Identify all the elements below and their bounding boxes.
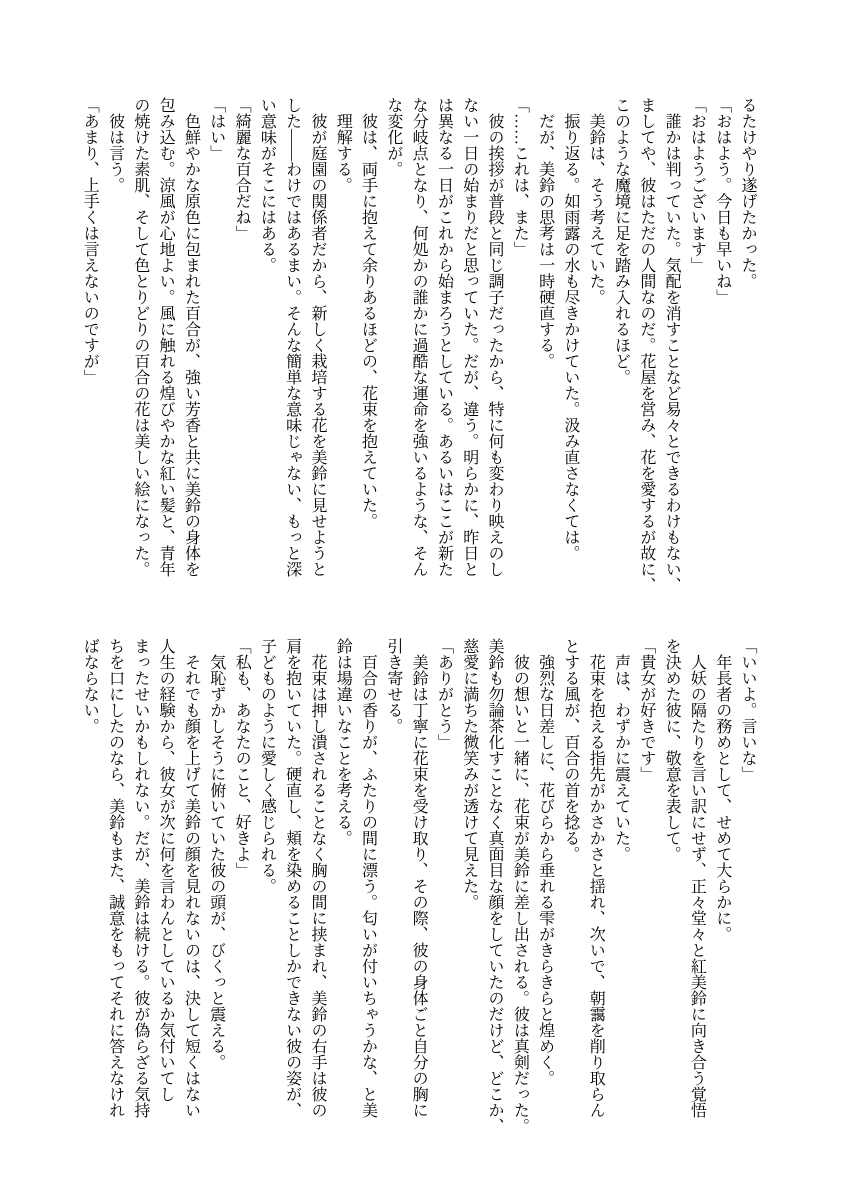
- text-line: ましてや、彼はただの人間なのだ。花屋を営み、花を愛するが故に、: [637, 97, 655, 593]
- text-line: 人生の経験から、彼女が次に何を言わんとしているか気付いてし: [157, 638, 175, 1102]
- text-line: 年長者の務めとして、せめて大らかに。: [713, 638, 731, 942]
- text-line: 子どものように愛しく感じられる。: [258, 638, 276, 894]
- text-line: 百合の香りが、ふたりの間に漂う。匂いが付いちゃうかな、と美: [359, 638, 377, 1118]
- text-line: 彼の挨拶が普段と同じ調子だったから、特に何も変わり映えのし: [486, 97, 504, 577]
- text-line: 彼は、両手に抱えて余りあるほどの、花束を抱えていた。: [359, 97, 377, 529]
- text-line: を決めた彼に、敬意を表して。: [663, 638, 681, 862]
- text-line: 「おはようございます」: [688, 97, 706, 273]
- text-line: それでも顔を上げて美鈴の顔を見れないのは、決して短くはない: [182, 638, 200, 1118]
- text-block-top: [77, 97, 760, 599]
- text-line: だが、美鈴の思考は一時硬直する。: [536, 97, 554, 369]
- text-line: 誰かは判っていた。気配を消すことなど易々とできるわけもない、: [663, 97, 681, 593]
- text-line: 引き寄せる。: [384, 638, 402, 734]
- text-line: 「綺麗な百合だね」: [233, 97, 251, 241]
- text-line: した――わけではあるまい。そんな簡単な意味じゃない、もっと深: [283, 97, 301, 577]
- text-line: 強烈な日差しに、花びらから垂れる雫がきらきらと煌めく。: [536, 638, 554, 1086]
- text-line: 彼は言う。: [106, 97, 124, 193]
- text-line: ない一日の始まりだと思っていた。だが、違う。明らかに、昨日と: [460, 97, 478, 577]
- text-line: い意味がそこにはある。: [258, 97, 276, 273]
- text-line: 「ありがとう」: [435, 638, 453, 750]
- text-line: 気恥ずかしそうに俯いていた彼の頭が、びくっと震える。: [207, 638, 225, 1070]
- text-line: 彼の想いと一緒に、花束が美鈴に差し出される。彼は真剣だった。: [511, 638, 529, 1134]
- text-line: 人妖の隔たりを言い訳にせず、正々堂々と紅美鈴に向き合う覚悟: [688, 638, 706, 1118]
- text-line: るたけやり遂げたかった。: [739, 97, 756, 289]
- text-line: 「あまり、上手くは言えないのですが」: [81, 97, 99, 385]
- text-line: 鈴は場違いなことを考える。: [334, 638, 352, 846]
- text-line: 色鮮やかな原色に包まれた百合が、強い芳香と共に美鈴の身体を: [182, 97, 200, 577]
- text-line: 花束は押し潰されることなく胸の間に挟まれ、美鈴の右手は彼の: [308, 638, 326, 1118]
- text-line: 「私も、あなたのこと、好きよ」: [233, 638, 251, 878]
- text-line: な変化が。: [384, 97, 402, 177]
- text-line: 「……これは、また」: [511, 97, 529, 257]
- text-line: ばならない。: [81, 638, 99, 734]
- text-line: 美鈴も勿論茶化すことなく真面目な顔をしていたのだけど、どこか、: [486, 638, 504, 1134]
- text-line: 彼が庭園の関係者だから、新しく栽培する花を美鈴に見せようと: [308, 97, 326, 577]
- text-line: 包み込む。涼風が心地よい。風に触れる煌びやかな紅い髪と、青年: [157, 97, 175, 577]
- text-line: まったせいかもしれない。だが、美鈴は続ける。彼が偽らざる気持: [131, 638, 149, 1118]
- text-line: 理解する。: [334, 97, 352, 193]
- text-line: は異なる一日がこれから始まろうとしている。あるいはここが新た: [435, 97, 453, 577]
- text-block-bottom: [77, 638, 760, 1140]
- text-line: 声は、わずかに震えていた。: [612, 638, 630, 862]
- text-line: な分岐点となり、何処かの誰かに過酷な運命を強いるような、そん: [410, 97, 428, 577]
- text-line: ちを口にしたのなら、美鈴もまた、誠意をもってそれに答えなけれ: [106, 638, 124, 1118]
- text-line: 花束を抱える指先がかさかさと揺れ、次いで、朝靄を削り取らん: [587, 638, 605, 1118]
- text-line: 美鈴は、そう考えていた。: [587, 97, 605, 305]
- text-line: 肩を抱いていた。硬直し、頬を染めることしかできない彼の姿が、: [283, 638, 301, 1118]
- text-line: の焼けた素肌、そして色とりどりの百合の花は美しい絵になった。: [131, 97, 149, 577]
- text-line: 「貴女が好きです」: [637, 638, 655, 782]
- text-line: このような魔境に足を踏み入れるほど。: [612, 97, 630, 385]
- text-line: 慈愛に満ちた微笑みが透けて見えた。: [460, 638, 478, 910]
- text-line: 「おはよう。今日も早いね」: [713, 97, 731, 305]
- text-line: 「いいよ。言いな」: [739, 638, 756, 782]
- text-line: とする風が、百合の首を捻る。: [561, 638, 579, 862]
- text-line: 振り返る。如雨露の水も尽きかけていた。汲み直さなくては。: [561, 97, 579, 561]
- text-line: 美鈴は丁寧に花束を受け取り、その際、彼の身体ごと自分の胸に: [410, 638, 428, 1118]
- text-line: 「はい」: [207, 97, 225, 161]
